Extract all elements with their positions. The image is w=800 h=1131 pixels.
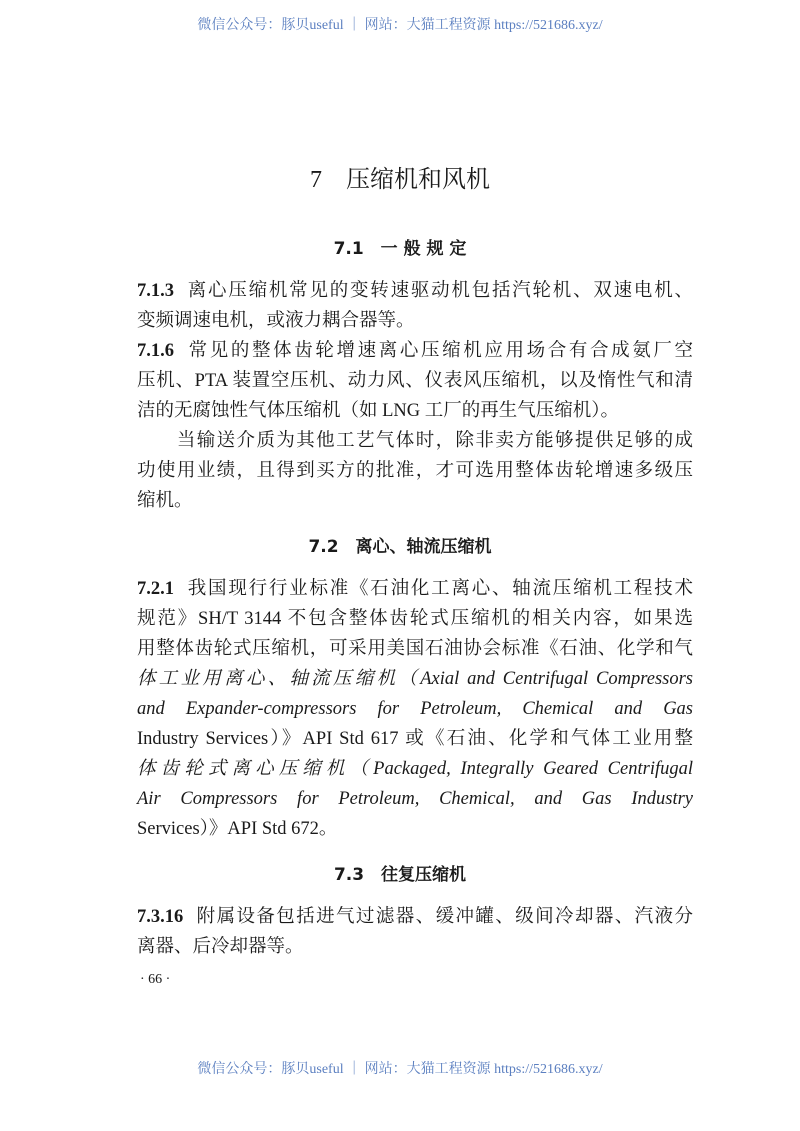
clause-text: 常见的整体齿轮增速离心压缩机应用场合有合成氨厂空: [186, 341, 693, 361]
clause-7-1-6-line: [137, 336, 693, 366]
clause-text: 附属设备包括进气过滤器、缓冲罐、级间冷却器、汽液分: [195, 907, 693, 927]
page-number: · 66 ·: [140, 972, 171, 987]
clause-7-2-1-line: 规范》SH/T 3144 不包含整体齿轮式压缩机的相关内容，如果选: [137, 609, 693, 629]
watermark-top: 微信公众号：豚贝useful ｜ 网站：大猫工程资源 https://521686.xyz/: [197, 18, 603, 33]
clause-7-1-3-line: 变频调速电机，或液力耦合器等。: [137, 311, 415, 331]
clause-7-1-6-line: 功使用业绩，且得到买方的批准，才可选用整体齿轮增速多级压: [137, 461, 693, 481]
section-7-2-body: [137, 574, 693, 844]
section-heading-7-3: 7.3 往复压缩机: [333, 865, 467, 885]
clause-7-2-1-line: [137, 574, 693, 604]
clause-7-1-6-line: 缩机。: [137, 491, 193, 511]
clause-number: 7.1.3: [137, 281, 174, 301]
clause-number: 7.2.1: [137, 579, 174, 599]
section-7-1-body: [137, 276, 693, 516]
clause-number: 7.3.16: [137, 907, 184, 927]
section-heading-7-1: 7.1 一 般 规 定: [333, 239, 467, 259]
clause-7-1-3-line: [137, 276, 693, 306]
clause-7-2-1-line: 体齿轮式离心压缩机（Packaged, Integrally Geared Centrifugal: [137, 759, 693, 779]
clause-7-1-6-line: 压机、PTA 装置空压机、动力风、仪表风压缩机，以及惰性气和清: [137, 371, 693, 391]
clause-7-2-1-line: Services）》API Std 672。: [137, 819, 338, 839]
clause-7-2-1-line: 用整体齿轮式压缩机，可采用美国石油协会标准《石油、化学和气: [137, 639, 693, 659]
clause-7-1-6-line: 当输送介质为其他工艺气体时，除非卖方能够提供足够的成: [137, 431, 693, 451]
clause-7-2-1-line: Industry Services）》API Std 617 或《石油、化学和气体工业用整: [137, 729, 693, 749]
clause-text: 我国现行行业标准《石油化工离心、轴流压缩机工程技术: [186, 579, 693, 599]
clause-7-3-16-line: 离器、后冷却器等。: [137, 937, 304, 957]
clause-number: 7.1.6: [137, 341, 174, 361]
clause-7-1-6-line: 洁的无腐蚀性气体压缩机（如 LNG 工厂的再生气压缩机）。: [137, 401, 620, 421]
section-heading-7-2: 7.2 离心、轴流压缩机: [308, 537, 492, 557]
watermark-bottom: 微信公众号：豚贝useful ｜ 网站：大猫工程资源 https://521686.xyz/: [197, 1062, 603, 1077]
clause-7-2-1-line: and Expander-compressors for Petroleum, Chemical and Gas: [137, 699, 693, 719]
clause-7-2-1-line: 体工业用离心、轴流压缩机（Axial and Centrifugal Compressors: [137, 669, 693, 689]
section-7-3-body: [137, 902, 693, 962]
clause-7-2-1-line: Air Compressors for Petroleum, Chemical, and Gas Industry: [137, 789, 693, 809]
clause-7-3-16-line: [137, 902, 693, 932]
clause-text: 离心压缩机常见的变转速驱动机包括汽轮机、双速电机、: [186, 281, 693, 301]
chapter-number: 7: [310, 167, 322, 193]
chapter-name: 压缩机和风机: [346, 167, 490, 193]
chapter-title: [0, 164, 800, 196]
